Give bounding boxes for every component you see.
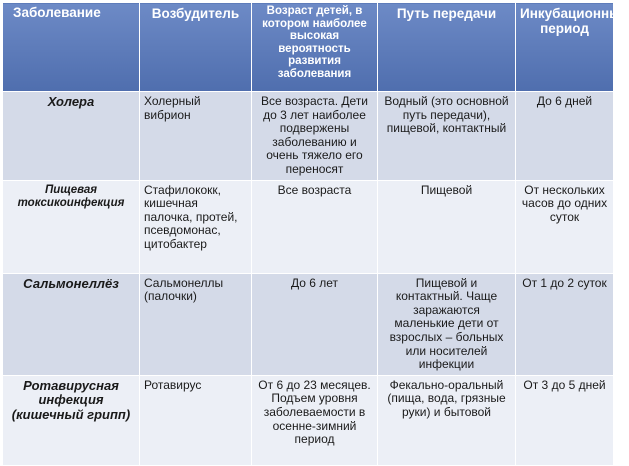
incubation-cell: От 3 до 5 дней [516, 375, 614, 465]
incubation-cell: От 1 до 2 суток [516, 273, 614, 375]
disease-cell: Пищевая токсикоинфекция [3, 180, 140, 273]
age-cell: До 6 лет [252, 273, 378, 375]
header-age: Возраст детей, в котором наиболее высокая вероятность развития заболевания [252, 3, 378, 92]
header-pathogen: Возбудитель [140, 3, 252, 92]
pathogen-cell: Холерный вибрион [140, 92, 252, 181]
infections-table [2, 2, 629, 466]
route-cell: Пищевой и контактный. Чаще заражаются маленькие дети от взрослых – больных или носителей инфекции [378, 273, 516, 375]
header-disease: Заболевание [3, 3, 140, 92]
disease-cell: Холера [3, 92, 140, 181]
age-cell: Все возраста. Дети до 3 лет наиболее подвержены заболеванию и очень тяжело его переносят [252, 92, 378, 181]
incubation-cell: До 6 дней [516, 92, 614, 181]
pathogen-cell: Ротавирус [140, 375, 252, 465]
route-cell: Пищевой [378, 180, 516, 273]
disease-cell: Сальмонеллёз [3, 273, 140, 375]
table-row [3, 92, 614, 181]
route-cell: Водный (это основной путь передачи), пищевой, контактный [378, 92, 516, 181]
header-incubation: Инкубационный период [516, 3, 614, 92]
table-header-row [3, 3, 614, 92]
route-cell: Фекально-оральный (пища, вода, грязные руки) и бытовой [378, 375, 516, 465]
pathogen-cell: Сальмонеллы (палочки) [140, 273, 252, 375]
age-cell: От 6 до 23 месяцев. Подъем уровня заболеваемости в осенне-зимний период [252, 375, 378, 465]
table-row [3, 180, 614, 273]
table-row [3, 273, 614, 375]
header-route: Путь передачи [378, 3, 516, 92]
disease-cell: Ротавирусная инфекция (кишечный грипп) [3, 375, 140, 465]
infections-table-container [2, 2, 629, 461]
pathogen-cell: Стафилококк, кишечная палочка, протей, псевдомонас, цитобактер [140, 180, 252, 273]
age-cell: Все возраста [252, 180, 378, 273]
table-row [3, 375, 614, 465]
incubation-cell: От нескольких часов до одних суток [516, 180, 614, 273]
